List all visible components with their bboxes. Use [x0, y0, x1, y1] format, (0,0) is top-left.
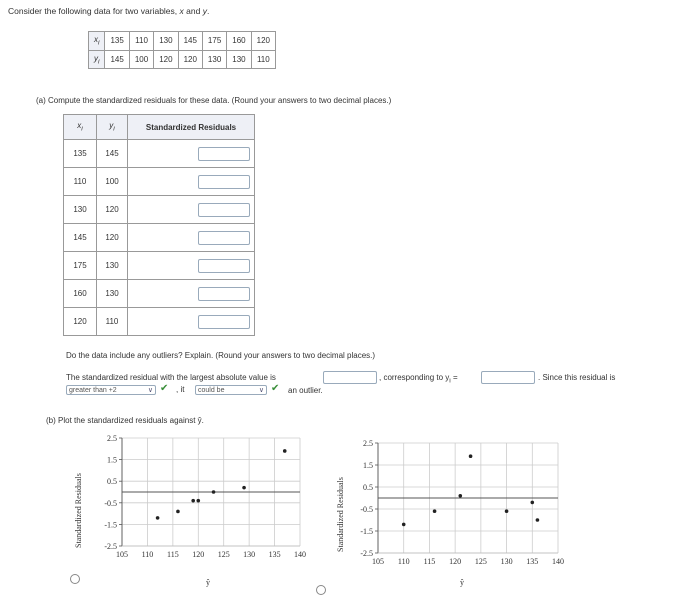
data-point [196, 499, 200, 503]
x-tick-label: 120 [449, 557, 462, 566]
residual-input[interactable] [198, 231, 250, 245]
y-tick-label: -0.5 [104, 498, 117, 508]
residual-input[interactable] [198, 175, 250, 189]
x-axis-label: ŷ [460, 578, 464, 587]
table-row: 135 145 [64, 140, 255, 168]
data-point [458, 494, 462, 498]
data-point [212, 490, 216, 494]
x-tick-label: 120 [192, 550, 205, 559]
x-tick-label: 125 [217, 550, 230, 559]
x-value: 110 [129, 32, 153, 51]
residual-input[interactable] [198, 315, 250, 329]
x-header: $x_i$ [89, 32, 105, 51]
plot-option-1 [66, 428, 316, 578]
y-tick-label: -1.5 [104, 520, 117, 530]
x-tick-label: 140 [294, 550, 306, 559]
y-tick-label: -2.5 [360, 549, 373, 558]
y-value: 120 [154, 50, 178, 69]
y-value: 145 [105, 50, 129, 69]
y-header: $y_i$ [89, 50, 105, 69]
chevron-down-icon: ∨ [147, 387, 153, 394]
y-value: 130 [227, 50, 251, 69]
col-y-header: $y_i$ [97, 115, 128, 140]
x-tick-label: 105 [116, 550, 128, 559]
data-point [469, 454, 473, 458]
y-tick-label: -1.5 [360, 527, 373, 536]
corresponding-y-input[interactable] [481, 371, 535, 384]
scatter-plot-1 [66, 428, 316, 578]
part-a-prompt: (a) Compute the standardized residuals for these data. (Round your answers to two decimal places.) [36, 96, 392, 105]
y-value: 120 [178, 50, 202, 69]
y-value: 130 [202, 50, 226, 69]
y-tick-label: 1.5 [363, 461, 373, 470]
residual-input[interactable] [198, 147, 250, 161]
col-x-header: $x_i$ [64, 115, 97, 140]
data-point [530, 501, 534, 505]
outlier-question: Do the data include any outliers? Explain. (Round your answers to two decimal places.) [66, 351, 376, 360]
y-axis-label: Standardized Residuals [336, 477, 345, 552]
x-value: 135 [105, 32, 129, 51]
residuals-header-row [64, 115, 255, 140]
check-icon: ✔ [160, 383, 169, 394]
y-tick-label: -2.5 [104, 542, 117, 551]
x-value: 120 [251, 32, 275, 51]
outlier-sentence-2: , corresponding to $y_i$ = [379, 373, 458, 385]
largest-residual-input[interactable] [323, 371, 377, 384]
table-row: 160 130 [64, 280, 255, 308]
data-table-y-row [89, 50, 276, 69]
y-value: 100 [129, 50, 153, 69]
plot-option-2 [330, 428, 585, 578]
data-point [536, 518, 540, 522]
y-tick-label: 2.5 [363, 439, 373, 448]
table-row: 175 130 [64, 252, 255, 280]
outlier-sentence-3: . Since this residual is [538, 373, 616, 382]
col-resid-header: Standardized Residuals [128, 115, 255, 140]
x-tick-label: 105 [372, 557, 384, 566]
outlier-text: an outlier. [288, 386, 323, 395]
check-icon: ✔ [271, 383, 280, 394]
residuals-table [63, 114, 255, 336]
data-point [402, 523, 406, 527]
x-value: 145 [178, 32, 202, 51]
x-tick-label: 125 [474, 557, 487, 566]
x-tick-label: 140 [552, 557, 564, 566]
y-tick-label: 1.5 [107, 455, 117, 465]
residual-input[interactable] [198, 259, 250, 273]
intro-text: Consider the following data for two variables, x and y. [8, 6, 210, 16]
table-row: 145 120 [64, 224, 255, 252]
data-point [156, 516, 160, 520]
data-point [191, 499, 195, 503]
data-point [242, 486, 246, 490]
y-tick-label: 0.5 [363, 483, 373, 492]
x-tick-label: 110 [141, 550, 154, 559]
y-tick-label: 2.5 [107, 434, 117, 443]
scatter-plot-2 [330, 428, 585, 578]
x-value: 130 [154, 32, 178, 51]
data-point [176, 510, 180, 514]
x-value: 160 [227, 32, 251, 51]
y-tick-label: 0.5 [107, 477, 117, 487]
table-row: 120 110 [64, 308, 255, 336]
chevron-down-icon: ∨ [258, 387, 264, 394]
y-value: 110 [251, 50, 275, 69]
y-tick-label: -0.5 [360, 505, 373, 514]
x-tick-label: 130 [500, 557, 513, 566]
data-point [505, 509, 509, 513]
x-tick-label: 110 [397, 557, 410, 566]
data-table-x-row [89, 32, 276, 51]
residual-input[interactable] [198, 287, 250, 301]
outlier-sentence-1: The standardized residual with the largest absolute value is [66, 373, 276, 382]
data-point [433, 509, 437, 513]
table-row: 110 100 [64, 168, 255, 196]
it-text: , it [176, 385, 185, 394]
x-value: 175 [202, 32, 226, 51]
x-tick-label: 115 [423, 557, 436, 566]
plot-1-radio[interactable] [70, 574, 80, 584]
x-axis-label: ŷ [206, 578, 210, 587]
part-b-prompt: (b) Plot the standardized residuals against ŷ. [46, 416, 204, 425]
x-tick-label: 115 [167, 550, 179, 559]
could-be-select[interactable]: could be ∨ [195, 385, 267, 395]
comparison-select[interactable]: greater than +2 ∨ [66, 385, 156, 395]
x-tick-label: 130 [243, 550, 256, 559]
data-table [88, 31, 276, 69]
table-row: 130 120 [64, 196, 255, 224]
data-point [283, 449, 287, 453]
y-axis-label: Standardized Residuals [74, 473, 83, 548]
plot-2-radio[interactable] [316, 585, 326, 595]
x-tick-label: 135 [526, 557, 539, 566]
x-tick-label: 135 [268, 550, 281, 559]
residual-input[interactable] [198, 203, 250, 217]
